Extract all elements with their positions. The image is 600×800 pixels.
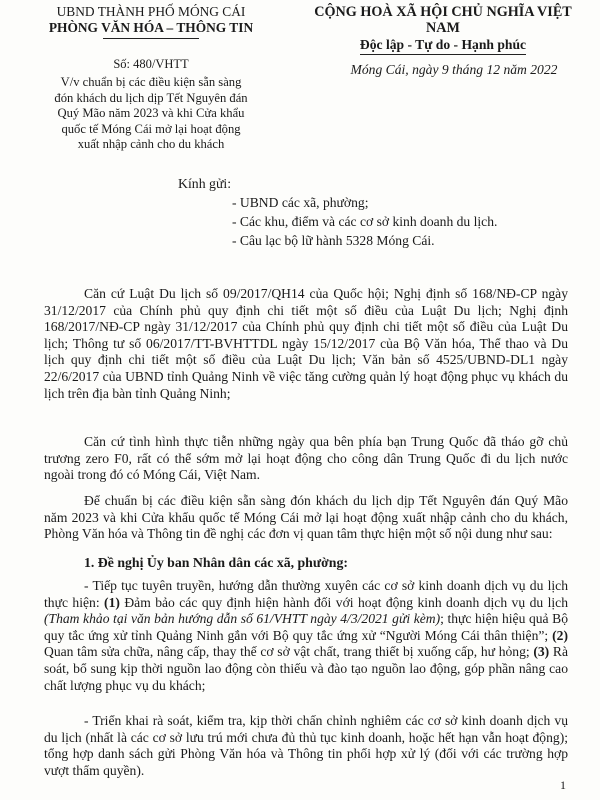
- agency-line-1: UBND THÀNH PHỐ MÓNG CÁI: [56, 4, 246, 19]
- legal-basis-paragraph: Căn cứ Luật Du lịch số 09/2017/QH14 của Quốc hội; Nghị định số 168/NĐ-CP ngày 31/12/2017 của Chính phủ quy định chi tiết một số điều của Luật Du lịch; Nghị định 168/2017/NĐ-CP ngày 31/12/2017 của Chính phủ quy định chi tiết một số điều của Luật Du lịch; Thông tư số 06/2017/TT-BVHTTDL ngày 15/12/2017 của Bộ Văn hóa, Thể thao và Du lịch quy định chi tiết một số điều của Luật Du lịch; Văn bản số 4525/UBND-DL1 ngày 22/6/2017 của UBND tỉnh Quảng Ninh về việc tăng cường quản lý hoạt động phục vụ khách du lịch trên địa bàn tỉnh Quảng Ninh;: [44, 286, 568, 401]
- place-date: Móng Cái, ngày 9 tháng 12 năm 2022: [350, 62, 558, 77]
- subject-line: quốc tế Móng Cái mở lại hoạt động: [61, 121, 241, 136]
- task-text: Rà soát, bổ sung kịp thời nguồn lao động còn thiếu và đào tạo nguồn lao động, góp phần nâng cao chất lượng phục vụ du khách;: [44, 644, 568, 693]
- subject-line: xuất nhập cảnh cho du khách: [77, 137, 225, 152]
- task-paragraph-1: [44, 578, 568, 694]
- motto-underline: [360, 54, 526, 55]
- task-text: Quan tâm sửa chữa, nâng cấp, thay thế cơ sở vật chất, trang thiết bị xuống cấp, hư hỏng;: [44, 644, 534, 660]
- subject-line: đón khách du lịch dịp Tết Nguyên đán: [54, 90, 248, 105]
- reference-note: (Tham khảo tại văn bản hướng dẫn số 61/VHTT ngày 4/3/2021 gửi kèm): [44, 611, 441, 627]
- task-paragraph-2: - Triển khai rà soát, kiểm tra, kịp thời chấn chỉnh nghiêm các cơ sở kinh doanh dịch vụ du lịch (nhất là các cơ sở lưu trú mới chưa đủ thủ tục kinh doanh, hoặc hết hạn vẫn hoạt động); tổng hợp danh sách gửi Phòng Văn hóa và Thông tin phối hợp xử lý (đối với các trường hợp vượt thẩm quyền).: [44, 713, 568, 778]
- document-number: Số: 480/VHTT: [113, 57, 189, 71]
- agency-underline: [103, 38, 199, 39]
- recipients-label: Kính gửi:: [178, 176, 232, 191]
- task-text: - Tiếp tục tuyên truyền, hướng dẫn thường xuyên các cơ sở kinh doanh dịch vụ du lịch thực hiện:: [44, 578, 568, 610]
- section-heading: 1. Đề nghị Ủy ban Nhân dân các xã, phường:: [84, 555, 348, 570]
- national-header: [298, 4, 588, 55]
- page-number: 1: [560, 778, 566, 792]
- task-number: (3): [533, 644, 550, 660]
- subject-line: Quý Mão năm 2023 và khi Cửa khẩu: [57, 106, 245, 121]
- subject-line: V/v chuẩn bị các điều kiện sẵn sàng: [60, 75, 242, 89]
- task-number: (2): [552, 627, 568, 643]
- task-text: Đảm bảo các quy định hiện hành đối với hoạt động kinh doanh dịch vụ du lịch: [119, 594, 569, 610]
- task-text: ; thực hiện hiệu quả Bộ quy tắc ứng xử tỉnh Quảng Ninh gắn với Bộ quy tắc ứng xử “Người Móng Cái thân thiện”;: [44, 611, 568, 643]
- recipient-item: - Các khu, điểm và các cơ sở kinh doanh du lịch.: [232, 214, 498, 229]
- recipient-item: - UBND các xã, phường;: [232, 195, 369, 210]
- document-subject: [38, 75, 264, 153]
- issuing-agency: [28, 4, 274, 39]
- agency-line-2: PHÒNG VĂN HÓA – THÔNG TIN: [48, 20, 254, 35]
- task-number: (1): [104, 594, 120, 610]
- nation-title: CỘNG HOÀ XÃ HỘI CHỦ NGHĨA VIỆT NAM: [314, 4, 572, 36]
- national-motto: Độc lập - Tự do - Hạnh phúc: [359, 37, 527, 52]
- purpose-paragraph: Để chuẩn bị các điều kiện sẵn sàng đón khách du lịch dịp Tết Nguyên đán Quý Mão năm 2023 và khi Cửa khẩu quốc tế Móng Cái mở lại hoạt động xuất nhập cảnh cho du khách, Phòng Văn hóa và Thông tin đề nghị các đơn vị quan tâm thực hiện một số nội dung như sau:: [44, 493, 568, 542]
- context-paragraph: Căn cứ tình hình thực tiễn những ngày qua bên phía bạn Trung Quốc đã tháo gỡ chủ trương zero F0, rất có thể sớm mở lại hoạt động cho công dân Trung Quốc đi du lịch nước ngoài trong đó có Móng Cái, Việt Nam.: [44, 434, 568, 483]
- recipient-item: - Câu lạc bộ lữ hành 5328 Móng Cái.: [232, 233, 435, 248]
